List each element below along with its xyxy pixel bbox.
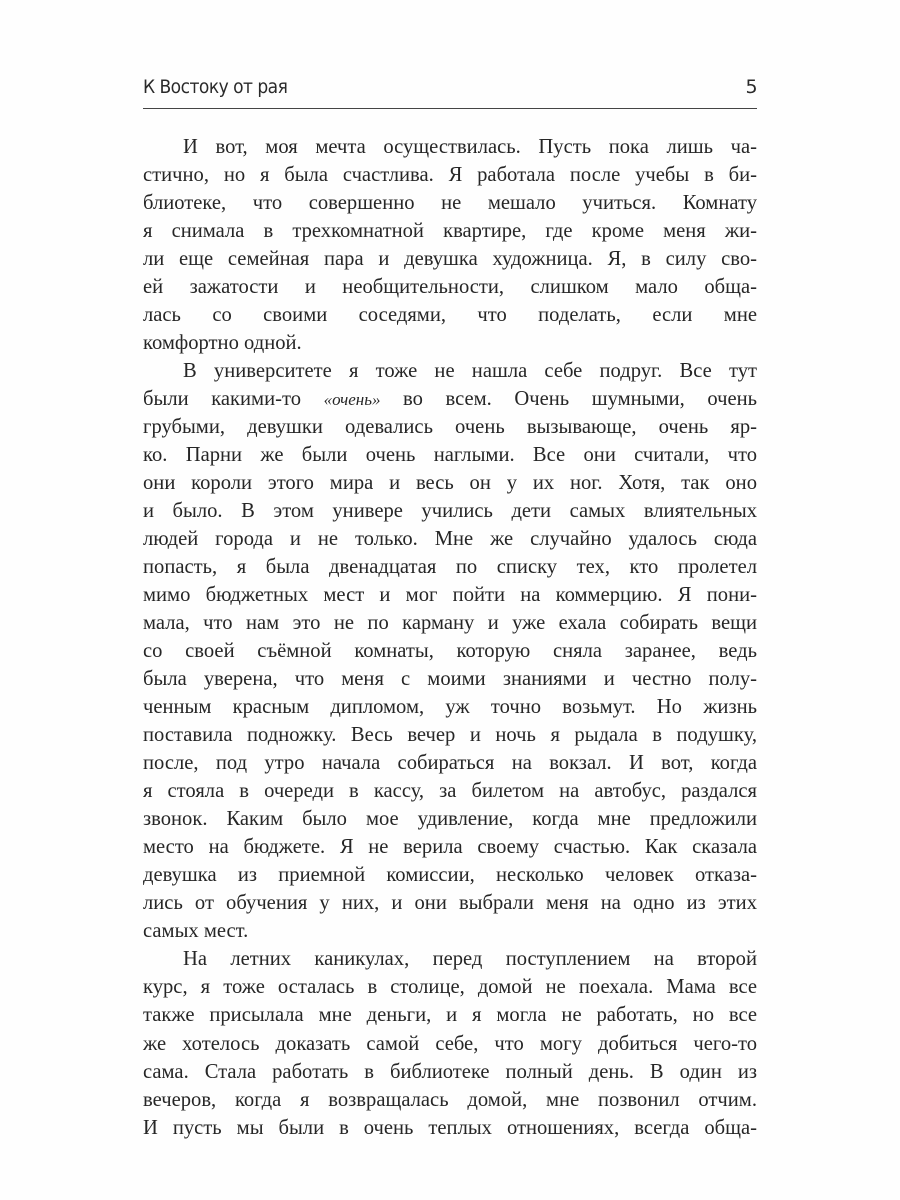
text-line: мимо бюджетных мест и мог пойти на коммерцию. Я пони- xyxy=(143,584,757,607)
text-line: ли еще семейная пара и девушка художница. Я, в силу сво- xyxy=(143,248,757,271)
text-line: была уверена, что меня с моими знаниями и честно полу- xyxy=(143,668,757,691)
text-line: блиотеке, что совершенно не мешало учиться. Комнату xyxy=(143,192,757,215)
text-line: курс, я тоже осталась в столице, домой не поехала. Мама все xyxy=(143,976,757,999)
text-line xyxy=(143,385,757,413)
text-line: я снимала в трехкомнатной квартире, где кроме меня жи- xyxy=(143,220,757,243)
text-line: же хотелось доказать самой себе, что могу добиться чего-то xyxy=(143,1032,757,1055)
text-line: лись от обучения у них, и они выбрали меня на одно из этих xyxy=(143,892,757,915)
text-line: На летних каникулах, перед поступлением на второй xyxy=(183,948,757,971)
book-title: К Востоку от рая xyxy=(143,76,288,98)
text-line: людей города и не только. Мне же случайно удалось сюда xyxy=(143,528,757,551)
paragraph xyxy=(143,945,757,1141)
text-line: самых мест. xyxy=(143,920,249,943)
paragraph xyxy=(143,357,757,945)
text-line: место на бюджете. Я не верила своему счастью. Как сказала xyxy=(143,836,757,859)
text-line: девушка из приемной комиссии, несколько человек отказа- xyxy=(143,864,757,887)
text-line: И пусть мы были в очень теплых отношениях, всегда обща- xyxy=(143,1116,757,1139)
text-line: сама. Стала работать в библиотеке полный день. В один из xyxy=(143,1060,757,1083)
page-body-text xyxy=(143,133,757,1142)
text-line: со своей съёмной комнаты, которую сняла заранее, ведь xyxy=(143,640,757,663)
text-line: стично, но я была счастлива. Я работала после учебы в би- xyxy=(143,164,757,187)
text-line: комфортно одной. xyxy=(143,332,302,355)
paragraph xyxy=(143,133,757,357)
text-line: после, под утро начала собираться на вокзал. И вот, когда xyxy=(143,752,757,775)
text-line: ей зажатости и необщительности, слишком мало обща- xyxy=(143,276,757,299)
text-line: поставила подножку. Весь вечер и ночь я рыдала в подушку, xyxy=(143,724,757,747)
text-line: грубыми, девушки одевались очень вызывающе, очень яр- xyxy=(143,416,757,439)
running-header xyxy=(143,76,757,106)
text-line: И вот, моя мечта осуществилась. Пусть пока лишь ча- xyxy=(183,136,757,158)
text-line: ченным красным дипломом, уж точно возьмут. Но жизнь xyxy=(143,696,757,719)
text-line: звонок. Каким было мое удивление, когда мне предложили xyxy=(143,808,757,831)
text-segment: во всем. Очень шумными, очень xyxy=(380,388,757,411)
text-line: они короли этого мира и весь он у их ног. Хотя, так оно xyxy=(143,472,757,495)
text-line: лась со своими соседями, что поделать, если мне xyxy=(143,304,757,327)
header-rule xyxy=(143,108,757,109)
text-line: и было. В этом универе учились дети самых влиятельных xyxy=(143,500,757,523)
text-line: В университете я тоже не нашла себе подруг. Все тут xyxy=(183,360,757,383)
text-line: я стояла в очереди в кассу, за билетом на автобус, раздался xyxy=(143,780,757,803)
text-segment: были какими-то xyxy=(143,388,324,411)
text-line: вечеров, когда я возвращалась домой, мне позвонил отчим. xyxy=(143,1088,757,1111)
text-line: попасть, я была двенадцатая по списку тех, кто пролетел xyxy=(143,556,757,579)
page-number: 5 xyxy=(745,76,757,98)
text-line: также присылала мне деньги, и я могла не работать, но все xyxy=(143,1004,757,1027)
text-line: ко. Парни же были очень наглыми. Все они считали, что xyxy=(143,444,757,467)
italic-emphasis: «очень» xyxy=(323,390,381,410)
text-line: мала, что нам это не по карману и уже ехала собирать вещи xyxy=(143,612,757,635)
